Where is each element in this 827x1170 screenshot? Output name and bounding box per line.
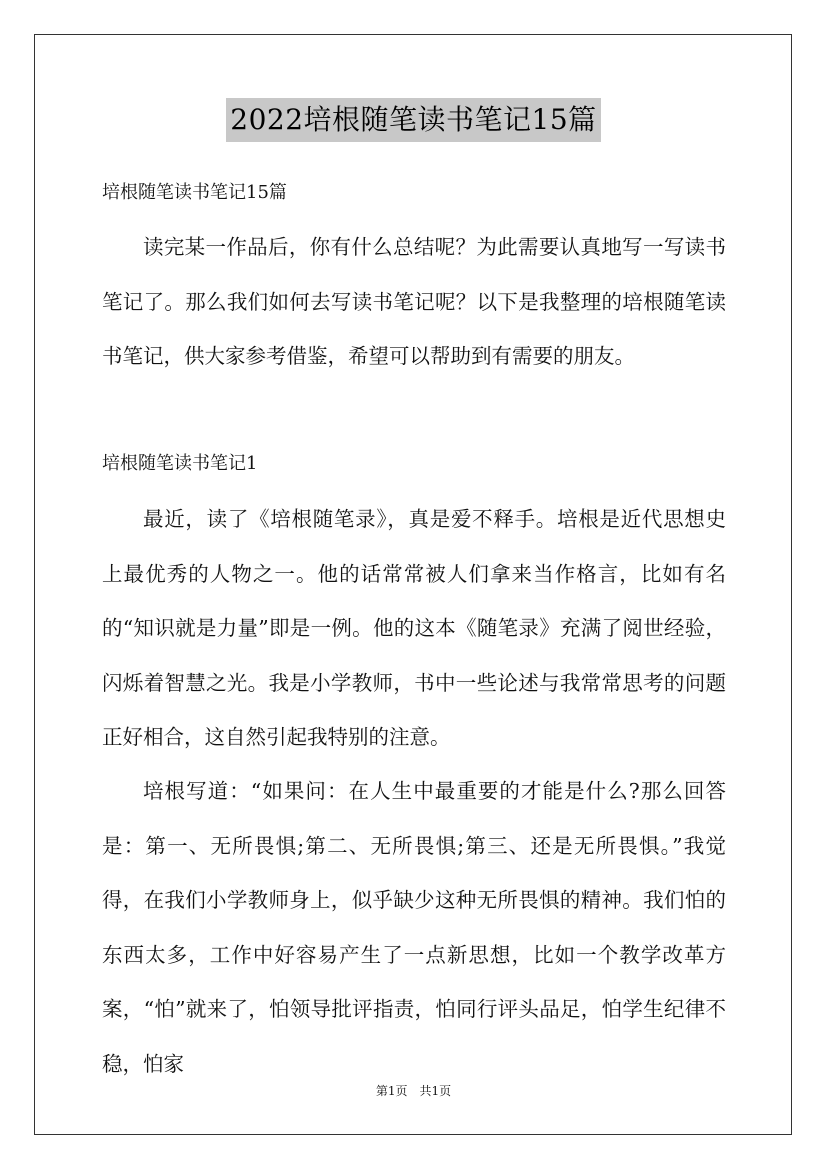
section-heading-1: 培根随笔读书笔记1 xyxy=(102,453,258,474)
body-paragraph-1: 最近，读了《培根随笔录》，真是爱不释手。培根是近代思想史上最优秀的人物之一。他的话常常被人们拿来当作格言，比如有名的“知识就是力量”即是一例。他的这本《随笔录》充满了阅世经验，闪烁着智慧之光。我是小学教师，书中一些论述与我常常思考的问题正好相合，这自然引起我特别的注意。 xyxy=(102,507,726,749)
title-container xyxy=(0,98,827,142)
page-footer: 第1页 共1页 xyxy=(375,1084,452,1098)
body-paragraph-2: 培根写道：“如果问：在人生中最重要的才能是什么?那么回答是：第一、无所畏惧;第二、无所畏惧;第三、还是无所畏惧。”我觉得，在我们小学教师身上，似乎缺少这种无所畏惧的精神。我们怕的东西太多，工作中好容易产生了一点新思想，比如一个教学改革方案，“怕”就来了，怕领导批评指责，怕同行评头品足，怕学生纪律不稳，怕家 xyxy=(102,779,726,1076)
document-subtitle: 培根随笔读书笔记15篇 xyxy=(102,182,287,203)
document-title: 2022培根随笔读书笔记15篇 xyxy=(226,98,600,142)
intro-paragraph: 读完某一作品后，你有什么总结呢？为此需要认真地写一写读书笔记了。那么我们如何去写读书笔记呢？以下是我整理的培根随笔读书笔记，供大家参考借鉴，希望可以帮助到有需要的朋友。 xyxy=(102,235,726,368)
